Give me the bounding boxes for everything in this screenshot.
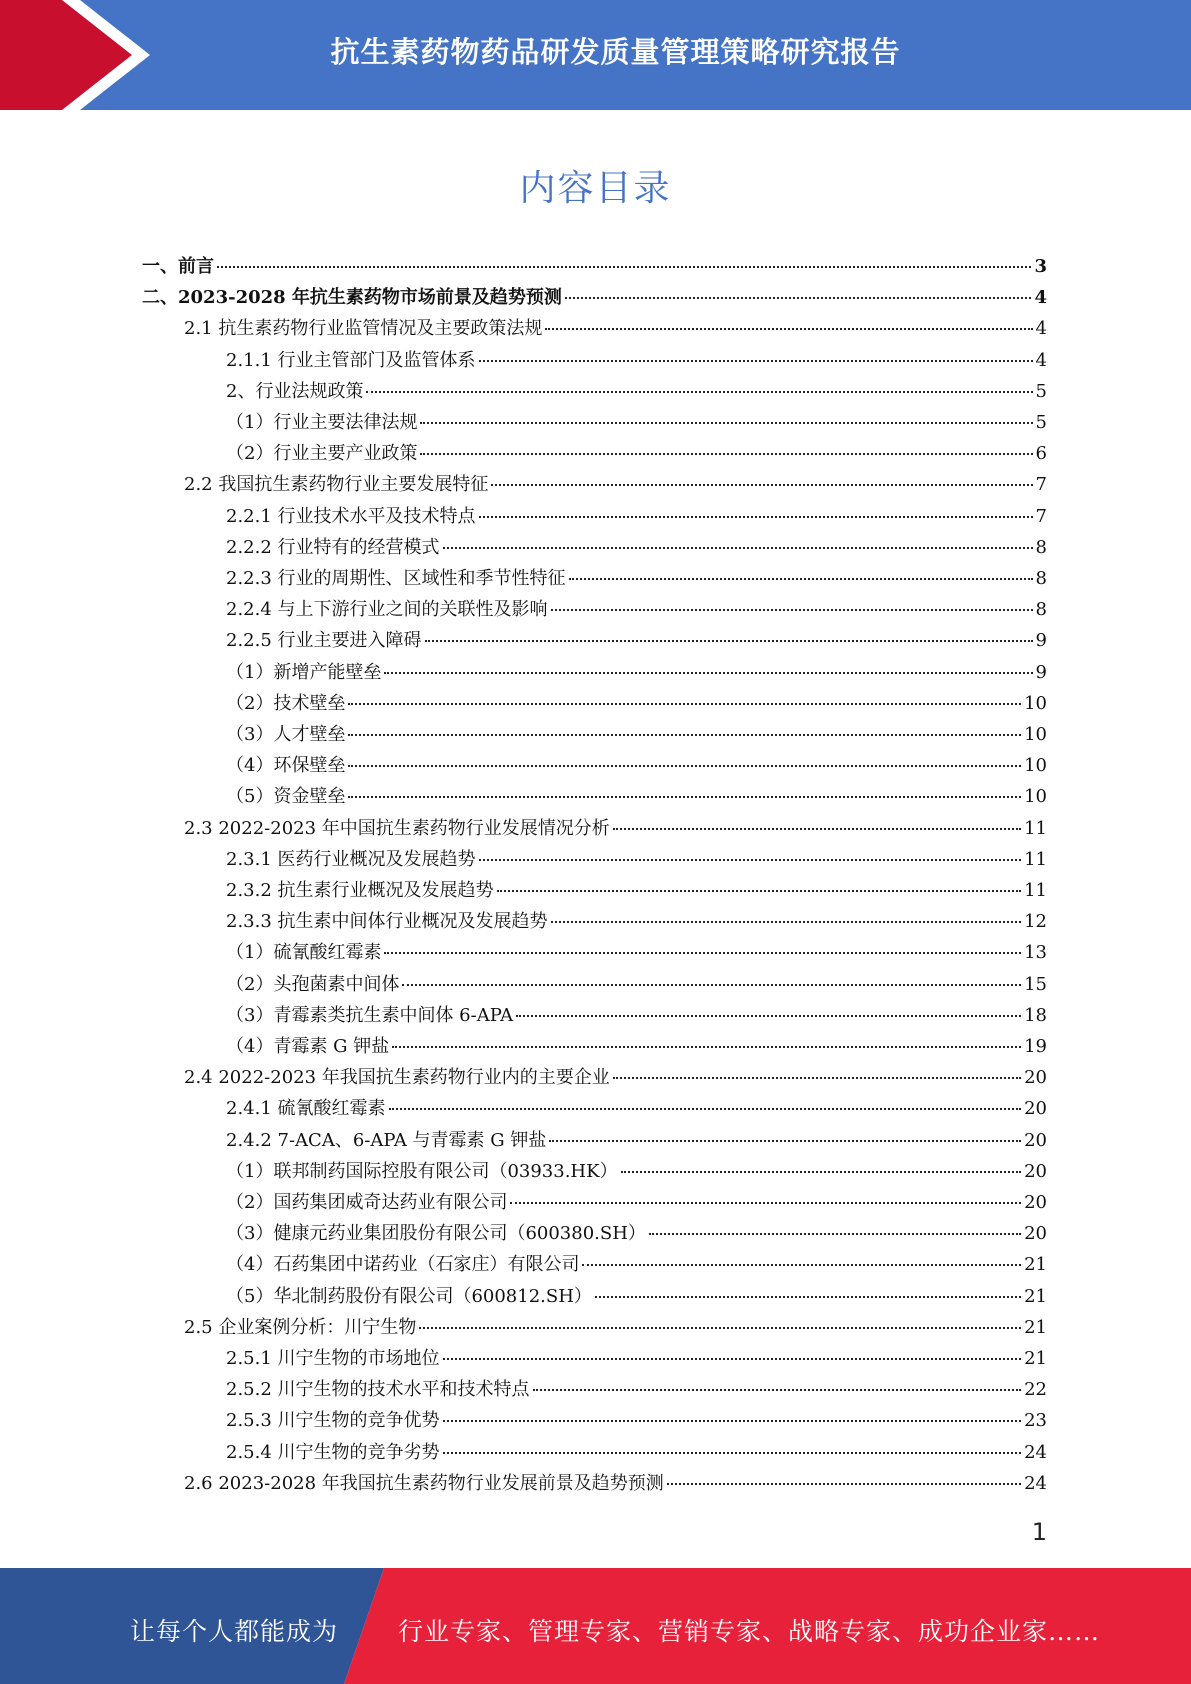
toc-dot-leader	[595, 1296, 1021, 1298]
toc-title: 内容目录	[519, 168, 672, 209]
toc-dot-leader	[443, 1452, 1022, 1454]
toc-entry[interactable]	[226, 1406, 1047, 1437]
toc-dot-leader	[479, 859, 1022, 861]
toc-entry[interactable]	[226, 1001, 1047, 1032]
toc-entry-label: （2）国药集团威奇达药业有限公司	[226, 1192, 508, 1213]
toc-entry-page: 23	[1024, 1410, 1047, 1432]
toc-dot-leader	[420, 453, 1032, 455]
toc-entry-label: 2.3.2 抗生素行业概况及发展趋势	[226, 880, 494, 901]
toc-entry-label: （5）华北制药股份有限公司（600812.SH）	[226, 1285, 592, 1307]
toc-entry-page: 21	[1024, 1316, 1047, 1338]
toc-entry-label: 2.2.2 行业特有的经营模式	[226, 536, 440, 558]
toc-entry-page: 20	[1024, 1067, 1047, 1089]
footer-slogan-right: 行业专家、管理专家、营销专家、战略专家、成功企业家……	[398, 1617, 1101, 1646]
toc-dot-leader	[420, 422, 1032, 424]
toc-entry-page: 12	[1024, 911, 1047, 933]
toc-entry-page: 10	[1024, 786, 1047, 808]
toc-entry-label: 2.2 我国抗生素药物行业主要发展特征	[184, 474, 489, 496]
toc-entry-page: 20	[1024, 1192, 1047, 1213]
toc-entry-label: 2.1 抗生素药物行业监管情况及主要政策法规	[184, 318, 543, 340]
toc-entry[interactable]	[226, 1157, 1047, 1188]
toc-dot-leader	[443, 547, 1033, 549]
toc-entry-page: 9	[1035, 630, 1047, 652]
toc-entry-label: 2.3 2022-2023 年中国抗生素药物行业发展情况分析	[184, 817, 610, 839]
toc-entry-label: 2.5.1 川宁生物的市场地位	[226, 1348, 440, 1369]
toc-entry[interactable]	[226, 689, 1047, 720]
toc-dot-leader	[479, 360, 1033, 362]
toc-entry-label: （5）资金壁垒	[226, 786, 346, 808]
toc-entry-label: 2.2.5 行业主要进入障碍	[226, 630, 422, 652]
toc-dot-leader	[443, 1420, 1022, 1422]
toc-entry-page: 21	[1024, 1254, 1047, 1276]
toc-entry[interactable]	[226, 907, 1047, 938]
toc-dot-leader	[425, 640, 1033, 642]
toc-entry[interactable]	[184, 314, 1047, 345]
toc-entry-page: 20	[1024, 1160, 1047, 1182]
toc-entry-label: （3）青霉素类抗生素中间体 6-APA	[226, 1004, 514, 1026]
toc-entry[interactable]	[226, 377, 1047, 408]
toc-entry[interactable]	[184, 1469, 1047, 1500]
toc-entry[interactable]	[142, 283, 1047, 314]
toc-dot-leader	[479, 516, 1033, 518]
toc-dot-leader	[569, 578, 1033, 580]
toc-dot-leader	[497, 890, 1022, 892]
toc-dot-leader	[516, 1015, 1021, 1017]
toc-entry-page: 5	[1035, 412, 1047, 433]
toc-entry[interactable]	[184, 1063, 1047, 1094]
toc-entry[interactable]	[226, 595, 1047, 626]
toc-dot-leader	[491, 484, 1032, 486]
toc-entry-label: 2.2.4 与上下游行业之间的关联性及影响	[226, 599, 548, 621]
toc-dot-leader	[667, 1483, 1021, 1485]
toc-entry-page: 22	[1024, 1379, 1047, 1401]
toc-entry-page: 4	[1035, 318, 1047, 340]
toc-entry[interactable]	[226, 439, 1047, 470]
toc-dot-leader	[545, 328, 1032, 330]
toc-entry-page: 20	[1024, 1098, 1047, 1120]
toc-dot-leader	[348, 703, 1021, 705]
toc-entry[interactable]	[226, 1126, 1047, 1157]
toc-entry-label: 2.3.3 抗生素中间体行业概况及发展趋势	[226, 911, 548, 933]
toc-dot-leader	[649, 1233, 1021, 1235]
toc-entry[interactable]	[226, 1094, 1047, 1125]
toc-dot-leader	[419, 1327, 1021, 1329]
toc-dot-leader	[533, 1389, 1022, 1391]
toc-entry-label: 2.2.1 行业技术水平及技术特点	[226, 505, 476, 527]
toc-entry[interactable]	[226, 1250, 1047, 1281]
toc-entry-label: （1）行业主要法律法规	[226, 412, 418, 433]
toc-entry[interactable]	[226, 876, 1047, 907]
toc-dot-leader	[549, 1140, 1021, 1142]
toc-entry[interactable]	[226, 938, 1047, 969]
toc-entry-page: 7	[1035, 474, 1047, 496]
toc-entry-label: （3）人才壁垒	[226, 724, 346, 745]
toc-entry-page: 5	[1035, 380, 1047, 402]
toc-entry-label: （2）行业主要产业政策	[226, 443, 418, 465]
toc-entry[interactable]	[226, 720, 1047, 751]
toc-entry-label: （4）石药集团中诺药业（石家庄）有限公司	[226, 1254, 580, 1276]
report-title: 抗生素药物药品研发质量管理策略研究报告	[330, 34, 901, 69]
toc-dot-leader	[551, 921, 1022, 923]
toc-entry[interactable]	[226, 1188, 1047, 1219]
toc-entry[interactable]	[226, 1438, 1047, 1469]
toc-entry-page: 4	[1035, 349, 1047, 371]
toc-entry-page: 13	[1024, 942, 1047, 964]
toc-entry-page: 8	[1035, 536, 1047, 558]
toc-entry-label: 2.5.3 川宁生物的竞争优势	[226, 1410, 440, 1432]
toc-entry-page: 24	[1024, 1472, 1047, 1494]
toc-entry-label: 2.6 2023-2028 年我国抗生素药物行业发展前景及趋势预测	[184, 1472, 664, 1494]
toc-dot-leader	[389, 1108, 1022, 1110]
toc-entry-label: 2.5 企业案例分析：川宁生物	[184, 1316, 417, 1338]
toc-entry[interactable]	[226, 1032, 1047, 1063]
toc-entry-page: 10	[1024, 755, 1047, 777]
toc-entry-page: 7	[1035, 505, 1047, 527]
toc-entry-page: 10	[1024, 724, 1047, 745]
toc-entry-page: 18	[1024, 1004, 1047, 1026]
toc-entry[interactable]	[226, 970, 1047, 1001]
toc-entry-page: 8	[1035, 568, 1047, 589]
toc-dot-leader	[510, 1202, 1021, 1204]
toc-entry-label: 2.5.4 川宁生物的竞争劣势	[226, 1441, 440, 1463]
toc-entry[interactable]	[184, 1313, 1047, 1344]
toc-entry-label: （1）联邦制药国际控股有限公司（03933.HK）	[226, 1160, 618, 1182]
toc-entry[interactable]	[226, 1282, 1047, 1313]
toc-dot-leader	[402, 984, 1021, 986]
toc-dot-leader	[392, 1046, 1021, 1048]
toc-dot-leader	[366, 391, 1032, 393]
toc-entry[interactable]	[226, 1375, 1047, 1406]
toc-dot-leader	[582, 1264, 1021, 1266]
toc-entry-label: （4）环保壁垒	[226, 755, 346, 777]
toc-dot-leader	[621, 1171, 1022, 1173]
toc-dot-leader	[551, 609, 1033, 611]
toc-entry-page: 9	[1035, 661, 1047, 683]
toc-entry-label: （1）新增产能壁垒	[226, 661, 382, 683]
toc-entry-page: 10	[1024, 692, 1047, 714]
toc-entry-page: 6	[1035, 443, 1047, 465]
toc-entry-label: 2.5.2 川宁生物的技术水平和技术特点	[226, 1379, 530, 1401]
toc-entry-page: 21	[1024, 1348, 1047, 1369]
toc-entry-page: 19	[1024, 1036, 1047, 1057]
toc-dot-leader	[613, 828, 1021, 830]
toc-entry-label: 2.3.1 医药行业概况及发展趋势	[226, 848, 476, 870]
toc-entry-page: 20	[1024, 1129, 1047, 1151]
toc-entry-label: 一、前言	[142, 256, 214, 277]
toc-entry-label: 2.2.3 行业的周期性、区域性和季节性特征	[226, 568, 566, 589]
toc-entry[interactable]	[226, 751, 1047, 782]
toc-dot-leader	[384, 952, 1021, 954]
toc-entry-label: 2.4 2022-2023 年我国抗生素药物行业内的主要企业	[184, 1067, 610, 1089]
toc-entry-label: 2.4.1 硫氰酸红霉素	[226, 1098, 386, 1120]
toc-entry[interactable]	[226, 658, 1047, 689]
toc-dot-leader	[348, 765, 1021, 767]
toc-entry[interactable]	[184, 814, 1047, 845]
toc-entry-label: 二、2023-2028 年抗生素药物市场前景及趋势预测	[142, 287, 562, 309]
toc-entry[interactable]	[184, 470, 1047, 501]
toc-entry[interactable]	[226, 346, 1047, 377]
toc-entry-label: 2.4.2 7-ACA、6-APA 与青霉素 G 钾盐	[226, 1129, 547, 1151]
toc-entry-label: （2）技术壁垒	[226, 692, 346, 714]
toc-entry-page: 8	[1035, 599, 1047, 621]
toc-entry[interactable]	[226, 502, 1047, 533]
toc-entry-label: （3）健康元药业集团股份有限公司（600380.SH）	[226, 1223, 646, 1245]
toc-entry-label: 2、行业法规政策	[226, 380, 364, 402]
toc-entry-page: 20	[1024, 1223, 1047, 1245]
page-number: 1	[1031, 1518, 1047, 1546]
toc-entry[interactable]	[226, 1219, 1047, 1250]
toc-entry[interactable]	[142, 252, 1047, 283]
toc-entry-label: 2.1.1 行业主管部门及监管体系	[226, 349, 476, 371]
toc-entry[interactable]	[226, 1344, 1047, 1375]
toc-entry[interactable]	[226, 408, 1047, 439]
toc-entry[interactable]	[226, 626, 1047, 657]
toc-entry-page: 11	[1024, 817, 1047, 839]
toc-dot-leader	[443, 1358, 1022, 1360]
toc-entry-page: 15	[1024, 973, 1047, 995]
toc-entry-page: 11	[1024, 848, 1047, 870]
toc-entry-page: 11	[1024, 880, 1047, 901]
toc-dot-leader	[217, 266, 1031, 268]
toc-entry-label: （2）头孢菌素中间体	[226, 973, 400, 995]
toc-entry-label: （1）硫氰酸红霉素	[226, 942, 382, 964]
toc-entry-page: 24	[1024, 1441, 1047, 1463]
toc-entry[interactable]	[226, 564, 1047, 595]
toc-entry[interactable]	[226, 533, 1047, 564]
toc-entry[interactable]	[226, 782, 1047, 813]
toc-dot-leader	[613, 1077, 1021, 1079]
toc-dot-leader	[348, 734, 1021, 736]
toc-dot-leader	[348, 796, 1021, 798]
toc-dot-leader	[565, 297, 1032, 299]
toc-entry-page: 3	[1034, 256, 1047, 277]
toc-entry-page: 21	[1024, 1285, 1047, 1307]
toc-entry-label: （4）青霉素 G 钾盐	[226, 1036, 390, 1057]
footer-slogan-left: 让每个人都能成为	[130, 1617, 339, 1646]
toc-entry[interactable]	[226, 845, 1047, 876]
toc-dot-leader	[384, 672, 1032, 674]
toc-entry-page: 4	[1034, 287, 1047, 309]
